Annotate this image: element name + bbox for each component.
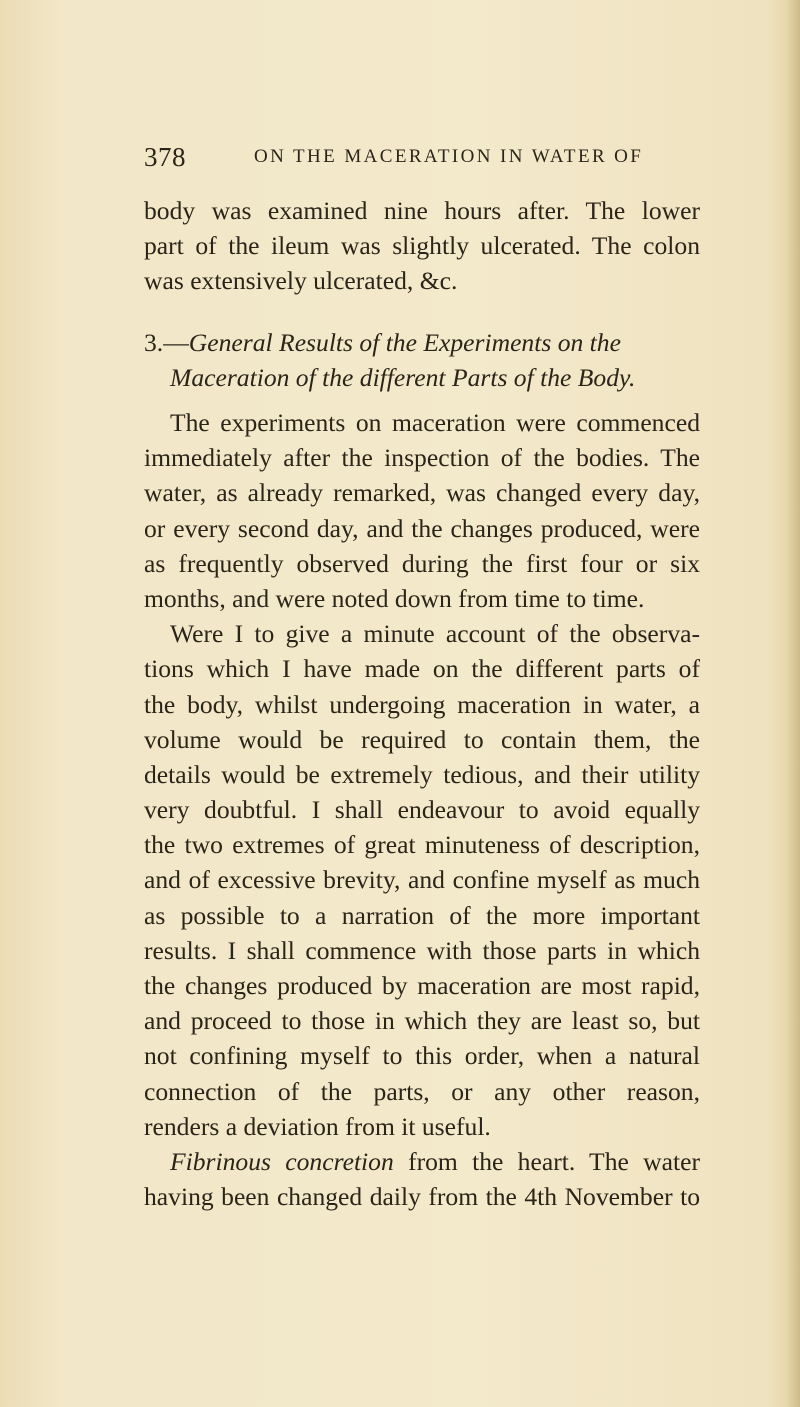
- italic-lead: Fibrinous concretion: [170, 1146, 394, 1176]
- text-line: or every second day, and the changes produced, were: [144, 513, 700, 543]
- text-line: tions which I have made on the different parts of: [144, 654, 700, 684]
- text-line: months, and were noted down from time to time.: [144, 583, 645, 613]
- text-line: having been changed daily from the 4th November to: [144, 1182, 700, 1212]
- text-line: Were I to give a minute account of the observa-: [170, 619, 700, 649]
- page-header: [144, 142, 704, 176]
- text-line: as frequently observed during the first four or six: [144, 548, 700, 578]
- text-line: water, as already remarked, was changed every day,: [144, 478, 700, 508]
- section-heading: [144, 325, 704, 395]
- text-line: was extensively ulcerated, &c.: [144, 266, 458, 296]
- text-line: and of excessive brevity, and confine myself as much: [144, 865, 700, 895]
- paragraph-continuation: [144, 193, 700, 299]
- text-line: [144, 1144, 700, 1179]
- text-line-rest: from the heart. The water: [393, 1146, 700, 1176]
- running-head: ON THE MACERATION IN WATER OF: [254, 146, 644, 167]
- text-line: the body, whilst undergoing maceration in water, a: [144, 689, 700, 719]
- text-line: very doubtful. I shall endeavour to avoid equally: [144, 795, 700, 825]
- text-line: results. I shall commence with those parts in which: [144, 935, 700, 965]
- text-line: details would be extremely tedious, and their utility: [144, 759, 700, 789]
- paragraph-experiments: [144, 405, 700, 1214]
- text-line: the two extremes of great minuteness of description,: [144, 830, 700, 860]
- text-line: renders a deviation from it useful.: [144, 1111, 491, 1141]
- text-line: not confining myself to this order, when a natural: [144, 1041, 700, 1071]
- text-line: body was examined nine hours after. The lower: [144, 196, 700, 225]
- text-line: immediately after the inspection of the bodies. The: [144, 443, 700, 473]
- text-line: the changes produced by maceration are most rapid,: [144, 971, 700, 1000]
- text-line: connection of the parts, or any other reason,: [144, 1076, 700, 1106]
- page-number: 378: [144, 142, 186, 172]
- page-edge-shadow: [786, 0, 800, 1407]
- text-line: part of the ileum was slightly ulcerated. The colon: [144, 231, 700, 261]
- section-title-line1: General Results of the Experiments on the: [188, 328, 621, 357]
- text-line: The experiments on maceration were commenced: [170, 408, 700, 437]
- section-title-line2: Maceration of the different Parts of the Body.: [170, 363, 636, 392]
- text-line: as possible to a narration of the more important: [144, 900, 700, 930]
- text-line: volume would be required to contain them, the: [144, 724, 700, 754]
- text-line: and proceed to those in which they are least so, but: [144, 1006, 700, 1036]
- section-number: 3.—: [144, 328, 189, 357]
